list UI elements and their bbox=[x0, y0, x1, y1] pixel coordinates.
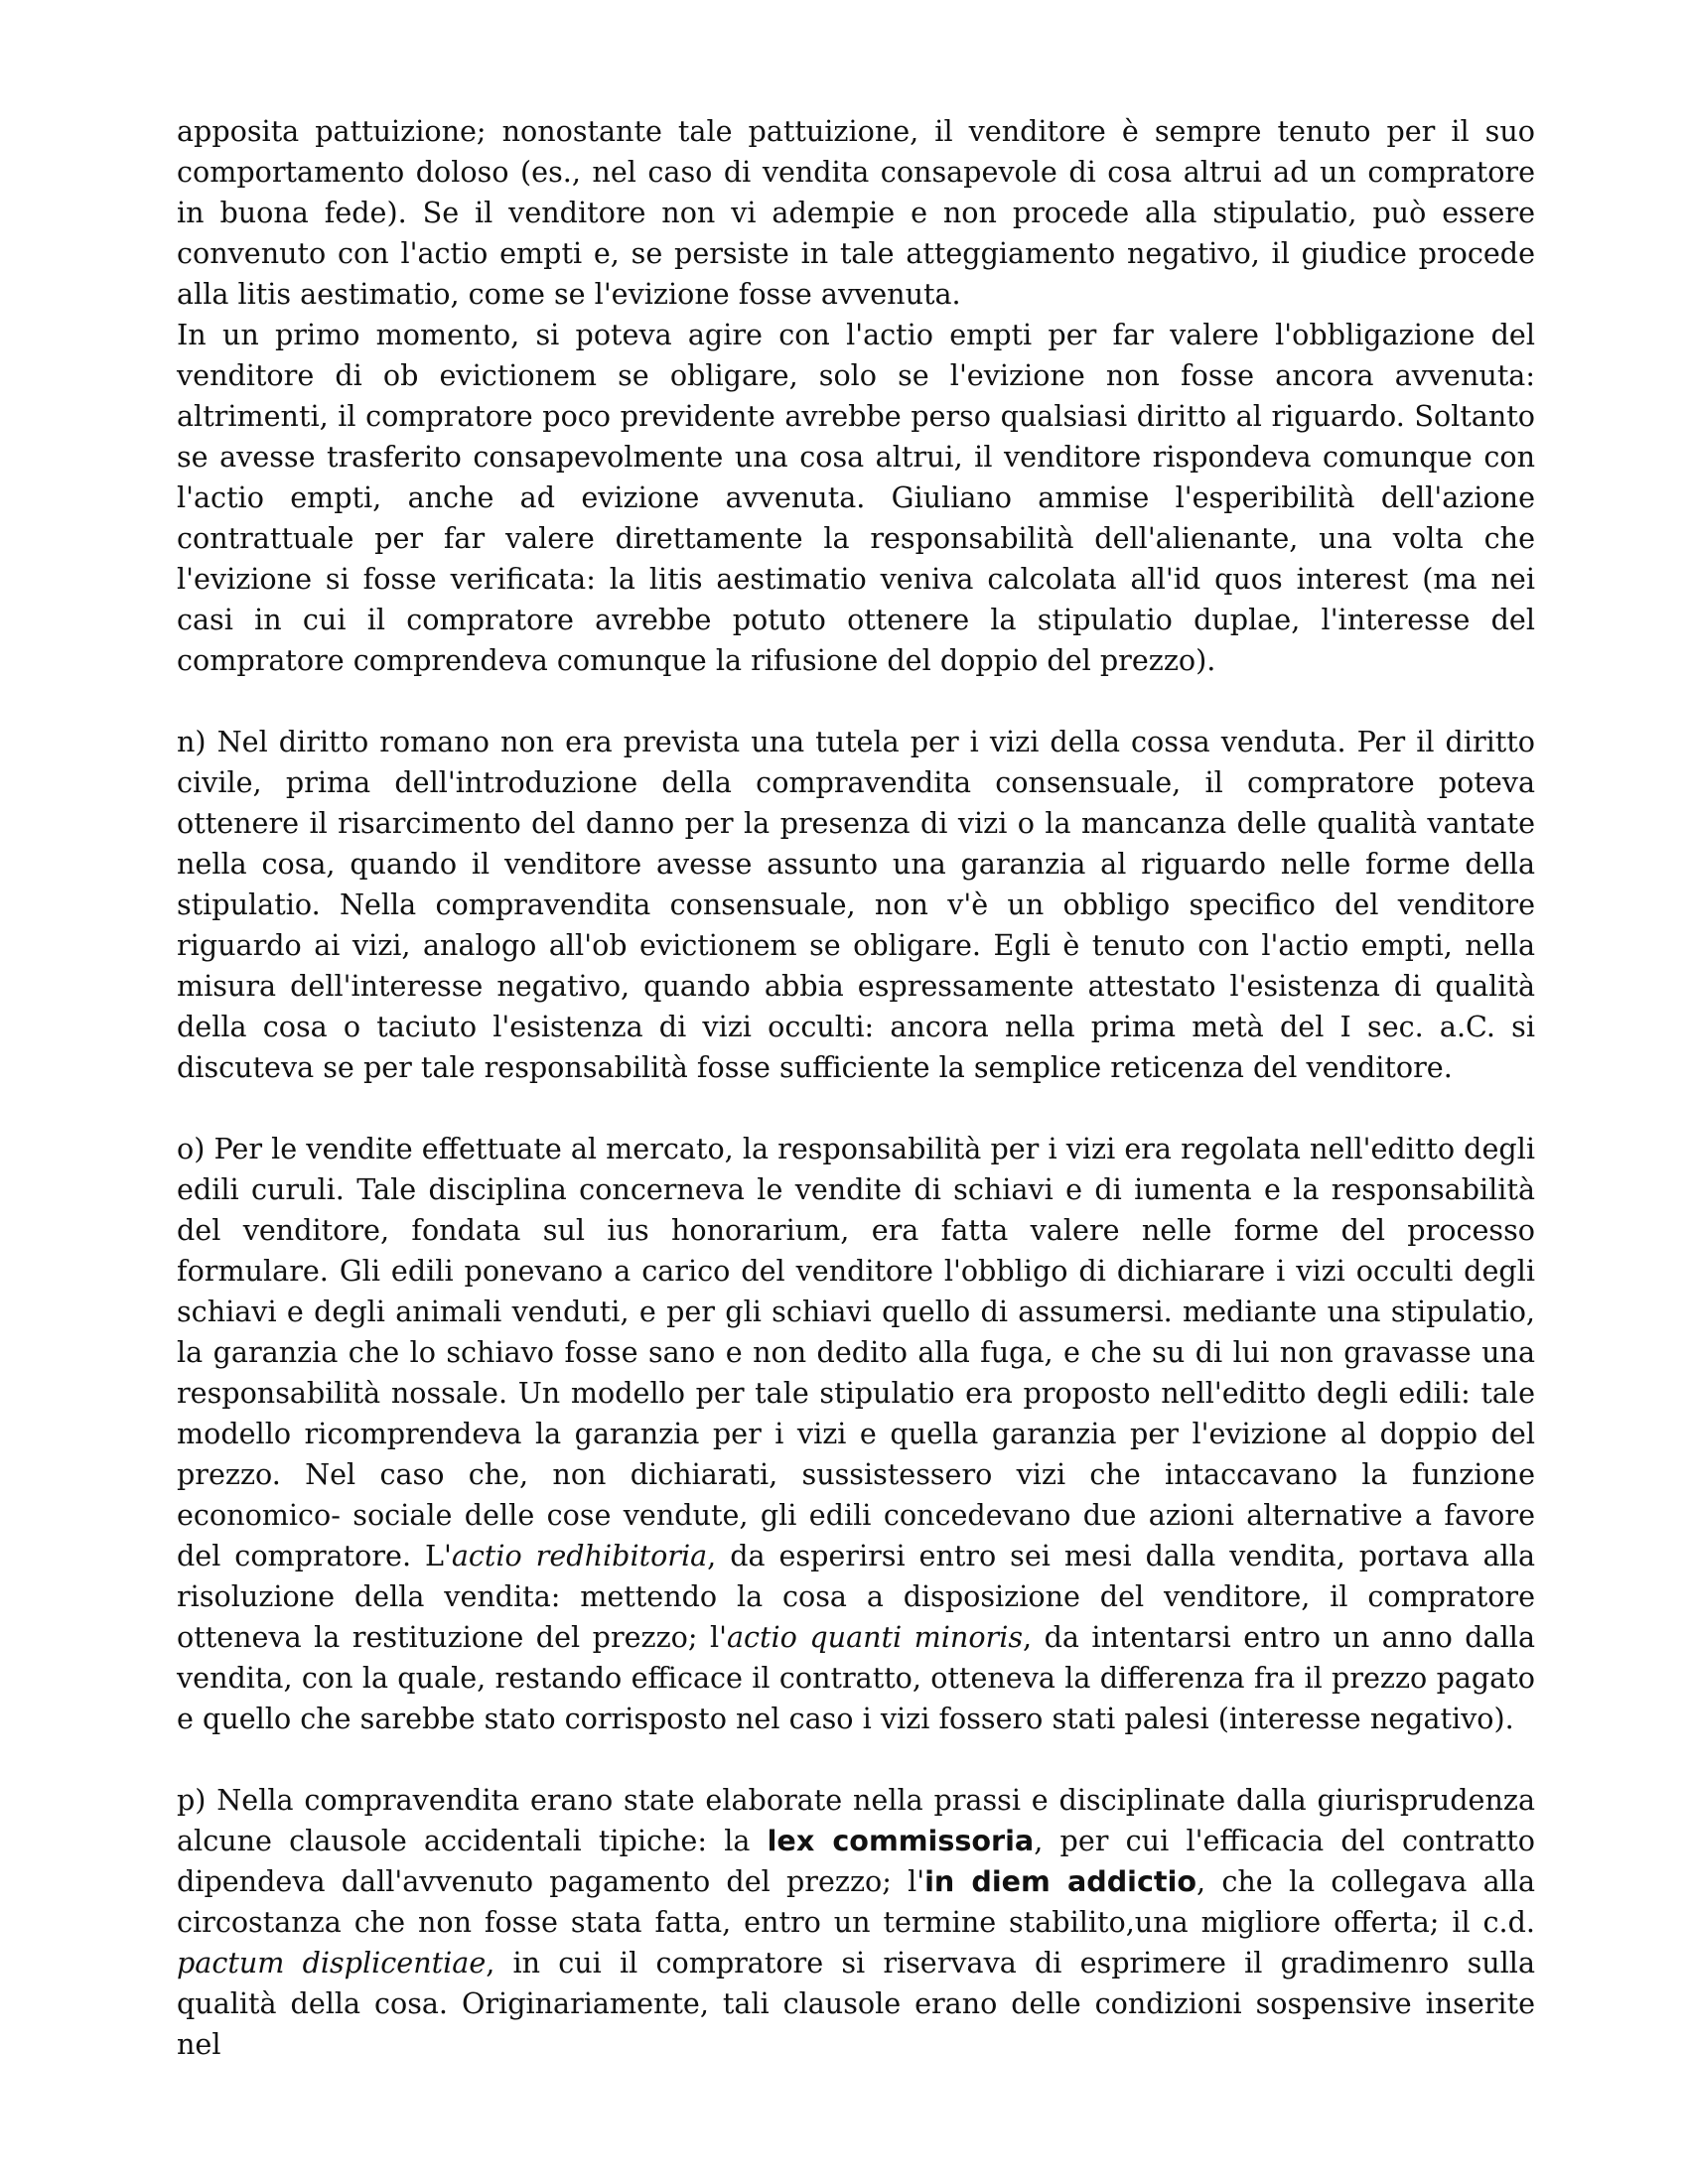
text-run: p) Nella compravendita erano state elaborate nella prassi e disciplinate dalla giurisprudenza alcune clausole accidentali tipiche: la bbox=[177, 1783, 1535, 1857]
text-run: , da intentarsi entro un anno dalla vendita, con la quale, restando efficace il contratto, otteneva la differenza fra il prezzo pagato e quello che sarebbe stato corrisposto nel caso i vizi fossero stati palesi (interesse negativo). bbox=[177, 1620, 1535, 1735]
text-run: , in cui il compratore si riservava di esprimere il gradimenro sulla qualità della cosa. Originariamente, tali clausole erano delle condizioni sospensive inserite nel bbox=[177, 1946, 1535, 2061]
paragraph-o-edili-curuli bbox=[177, 1129, 1535, 1739]
term-actio-quanti-minoris: actio quanti minoris bbox=[726, 1620, 1024, 1654]
term-in-diem-addictio: in diem addictio bbox=[924, 1864, 1197, 1898]
term-actio-redhibitoria: actio redhibitoria bbox=[451, 1539, 708, 1572]
term-pactum-displicentiae: pactum displicentiae bbox=[177, 1946, 487, 1979]
paragraph-actio-empti: In un primo momento, si poteva agire con l'actio empti per far valere l'obbligazione del venditore di ob evictionem se obligare, solo se l'evizione non fosse ancora avvenuta: altrimenti, il compratore poco previdente avrebbe perso qualsiasi diritto al riguardo. Soltanto se avesse trasferito consapevolmente una cosa altrui, il venditore rispondeva comunque con l'actio empti, anche ad evizione avvenuta. Giuliano ammise l'esperibilità dell'azione contrattuale per far valere direttamente la responsabilità dell'alienante, una volta che l'evizione si fosse verificata: la litis aestimatio veniva calcolata all'id quos interest (ma nei casi in cui il compratore avrebbe potuto ottenere la stipulatio duplae, l'interesse del compratore comprendeva comunque la rifusione del doppio del prezzo). bbox=[177, 318, 1535, 677]
text-run: , da esperirsi entro sei mesi dalla vendita, portava alla risoluzione della vendita: mettendo la cosa a disposizione del venditore, il compratore otteneva la restituzione del prezzo; l' bbox=[177, 1539, 1535, 1654]
paragraph-p-clausole bbox=[177, 1780, 1535, 2065]
term-lex-commissoria: lex commissoria bbox=[767, 1824, 1035, 1857]
paragraph-n-vizi: n) Nel diritto romano non era prevista una tutela per i vizi della cossa venduta. Per il diritto civile, prima dell'introduzione della compravendita consensuale, il compratore poteva ottenere il risarcimento del danno per la presenza di vizi o la mancanza delle qualità vantate nella cosa, quando il venditore avesse assunto una garanzia al riguardo nelle forme della stipulatio. Nella compravendita consensuale, non v'è un obbligo specifico del venditore riguardo ai vizi, analogo all'ob evictionem se obligare. Egli è tenuto con l'actio empti, nella misura dell'interesse negativo, quando abbia espressamente attestato l'esistenza di qualità della cosa o taciuto l'esistenza di vizi occulti: ancora nella prima metà del I sec. a.C. si discuteva se per tale responsabilità fosse sufficiente la semplice reticenza del venditore. bbox=[177, 725, 1535, 1084]
paragraph-evizione-stipulatio: apposita pattuizione; nonostante tale pattuizione, il venditore è sempre tenuto per il suo comportamento doloso (es., nel caso di vendita consapevole di cosa altrui ad un compratore in buona fede). Se il venditore non vi adempie e non procede alla stipulatio, può essere convenuto con l'actio empti e, se persiste in tale atteggiamento negativo, il giudice procede alla litis aestimatio, come se l'evizione fosse avvenuta. bbox=[177, 114, 1535, 311]
text-run: , per cui l'efficacia del contratto dipendeva dall'avvenuto pagamento del prezzo; l' bbox=[177, 1824, 1535, 1898]
document-page bbox=[177, 111, 1535, 2065]
text-run: o) Per le vendite effettuate al mercato, la responsabilità per i vizi era regolata nell'editto degli edili curuli. Tale disciplina concerneva le vendite di schiavi e di iumenta e la responsabilità del venditore, fondata sul ius honorarium, era fatta valere nelle forme del processo formulare. Gli edili ponevano a carico del venditore l'obbligo di dichiarare i vizi occulti degli schiavi e degli animali venduti, e per gli schiavi quello di assumersi. mediante una stipulatio, la garanzia che lo schiavo fosse sano e non dedito alla fuga, e che su di lui non gravasse una responsabilità nossale. Un modello per tale stipulatio era proposto nell'editto degli edili: tale modello ricomprendeva la garanzia per i vizi e quella garanzia per l'evizione al doppio del prezzo. Nel caso che, non dichiarati, sussistessero vizi che intaccavano la funzione economico- sociale delle cose vendute, gli edili concedevano due azioni alternative a favore del compratore. L' bbox=[177, 1132, 1535, 1572]
text-run: , che la collegava alla circostanza che non fosse stata fatta, entro un termine stabilito,una migliore offerta; il c.d. bbox=[177, 1864, 1535, 1939]
